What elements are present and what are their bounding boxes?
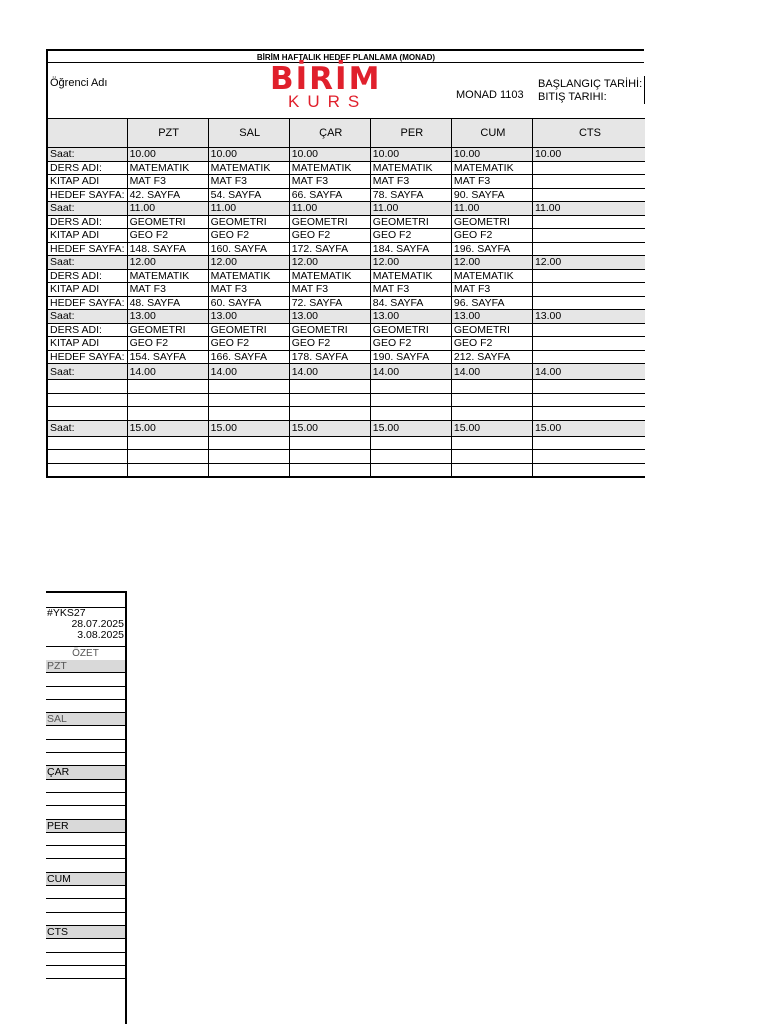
table-row — [47, 296, 645, 310]
schedule-cell[interactable]: 12.00 — [532, 256, 645, 270]
schedule-cell[interactable] — [370, 450, 451, 464]
schedule-cell[interactable]: 15.00 — [127, 420, 208, 436]
schedule-cell[interactable]: GEOMETRI — [370, 215, 451, 229]
summary-row[interactable] — [46, 899, 125, 912]
summary-panel — [46, 591, 127, 1024]
schedule-cell[interactable] — [208, 407, 289, 421]
row-label — [47, 436, 127, 450]
birim-logo: BİRİM — [270, 61, 382, 97]
schedule-cell[interactable]: 15.00 — [451, 420, 532, 436]
row-label: HEDEF SAYFA: — [47, 296, 127, 310]
schedule-cell[interactable]: MATEMATIK — [451, 269, 532, 283]
schedule-cell[interactable] — [208, 436, 289, 450]
schedule-cell[interactable] — [532, 296, 645, 310]
schedule-cell[interactable]: GEOMETRI — [451, 323, 532, 337]
summary-end-date: 3.08.2025 — [77, 629, 124, 641]
schedule-cell[interactable]: 15.00 — [289, 420, 370, 436]
kurs-logo: KURS — [288, 92, 368, 111]
row-label: Saat: — [47, 202, 127, 216]
table-row — [47, 175, 645, 189]
summary-row[interactable] — [46, 687, 125, 700]
summary-row[interactable] — [46, 966, 125, 979]
row-label — [47, 463, 127, 477]
row-label: Saat: — [47, 148, 127, 162]
schedule-cell[interactable]: 11.00 — [208, 202, 289, 216]
schedule-cell[interactable]: MATEMATIK — [208, 161, 289, 175]
row-label: HEDEF SAYFA: — [47, 350, 127, 364]
schedule-cell[interactable] — [532, 393, 645, 407]
schedule-cell[interactable]: MAT F3 — [127, 175, 208, 189]
schedule-cell[interactable]: MAT F3 — [289, 283, 370, 297]
schedule-cell[interactable]: 11.00 — [532, 202, 645, 216]
end-date-label: BITIŞ TARIHI: — [538, 91, 607, 103]
schedule-cell[interactable]: GEOMETRI — [289, 323, 370, 337]
schedule-cell[interactable] — [532, 450, 645, 464]
table-row — [47, 229, 645, 243]
schedule-cell[interactable] — [370, 436, 451, 450]
table-row — [47, 380, 645, 394]
start-date-label: BAŞLANGIÇ TARİHİ: — [538, 78, 643, 90]
row-label — [47, 450, 127, 464]
schedule-cell[interactable] — [451, 407, 532, 421]
schedule-cell[interactable] — [451, 393, 532, 407]
schedule-cell[interactable]: 13.00 — [289, 310, 370, 324]
schedule-cell[interactable] — [532, 215, 645, 229]
summary-day-row: PER — [46, 820, 125, 833]
schedule-cell[interactable]: 72. SAYFA — [289, 296, 370, 310]
schedule-cell[interactable] — [532, 242, 645, 256]
summary-heading: ÖZET — [46, 646, 125, 660]
schedule-cell[interactable]: 14.00 — [370, 364, 451, 380]
summary-day-row: PZT — [46, 660, 125, 673]
summary-row[interactable] — [46, 740, 125, 753]
schedule-cell[interactable] — [532, 337, 645, 351]
schedule-cell[interactable]: GEO F2 — [370, 229, 451, 243]
schedule-cell[interactable]: 14.00 — [127, 364, 208, 380]
schedule-cell[interactable] — [451, 450, 532, 464]
summary-row[interactable] — [46, 939, 125, 952]
day-header-cum: CUM — [451, 119, 532, 148]
schedule-cell[interactable] — [532, 463, 645, 477]
schedule-cell[interactable]: 10.00 — [451, 148, 532, 162]
row-label: DERS ADI: — [47, 161, 127, 175]
day-header-row — [47, 119, 645, 148]
schedule-cell[interactable] — [289, 393, 370, 407]
summary-row[interactable] — [46, 780, 125, 793]
schedule-cell[interactable] — [532, 161, 645, 175]
schedule-cell[interactable]: 166. SAYFA — [208, 350, 289, 364]
schedule-cell[interactable] — [127, 436, 208, 450]
schedule-cell[interactable]: 10.00 — [127, 148, 208, 162]
schedule-cell[interactable]: GEO F2 — [289, 229, 370, 243]
day-header-per: PER — [370, 119, 451, 148]
table-row — [47, 215, 645, 229]
schedule-cell[interactable] — [370, 393, 451, 407]
schedule-cell[interactable]: MAT F3 — [370, 283, 451, 297]
summary-row[interactable] — [46, 673, 125, 686]
row-label: Saat: — [47, 310, 127, 324]
table-row — [47, 463, 645, 477]
schedule-cell[interactable]: 48. SAYFA — [127, 296, 208, 310]
table-row — [47, 350, 645, 364]
header-divider — [644, 76, 645, 104]
schedule-cell[interactable]: 12.00 — [289, 256, 370, 270]
table-row — [47, 337, 645, 351]
day-header-sal: SAL — [208, 119, 289, 148]
time-row — [47, 310, 645, 324]
schedule-cell[interactable]: 78. SAYFA — [370, 188, 451, 202]
summary-row[interactable] — [46, 806, 125, 819]
summary-row[interactable] — [46, 846, 125, 859]
schedule-cell[interactable] — [370, 407, 451, 421]
schedule-cell[interactable]: MAT F3 — [451, 175, 532, 189]
schedule-cell[interactable]: MATEMATIK — [370, 161, 451, 175]
row-label: KITAP ADI — [47, 337, 127, 351]
table-row — [47, 323, 645, 337]
time-row — [47, 202, 645, 216]
schedule-cell[interactable]: 10.00 — [532, 148, 645, 162]
schedule-cell[interactable] — [532, 436, 645, 450]
schedule-cell[interactable] — [289, 407, 370, 421]
schedule-cell[interactable]: 14.00 — [208, 364, 289, 380]
schedule-cell[interactable]: GEO F2 — [451, 337, 532, 351]
day-header-car: ÇAR — [289, 119, 370, 148]
schedule-cell[interactable] — [532, 269, 645, 283]
schedule-cell[interactable]: MAT F3 — [370, 175, 451, 189]
schedule-cell[interactable]: 42. SAYFA — [127, 188, 208, 202]
schedule-cell[interactable]: 178. SAYFA — [289, 350, 370, 364]
summary-top — [46, 591, 125, 608]
schedule-cell[interactable]: MATEMATIK — [289, 161, 370, 175]
schedule-cell[interactable]: 154. SAYFA — [127, 350, 208, 364]
schedule-cell[interactable] — [532, 188, 645, 202]
schedule-cell[interactable]: 15.00 — [532, 420, 645, 436]
summary-day-row: ÇAR — [46, 766, 125, 779]
schedule-cell[interactable]: GEOMETRI — [370, 323, 451, 337]
monad-label: MONAD 1103 — [456, 89, 524, 101]
schedule-cell[interactable]: 12.00 — [208, 256, 289, 270]
schedule-cell[interactable]: 54. SAYFA — [208, 188, 289, 202]
schedule-cell[interactable]: 11.00 — [127, 202, 208, 216]
schedule-cell[interactable]: MATEMATIK — [127, 269, 208, 283]
schedule-cell[interactable]: 12.00 — [451, 256, 532, 270]
schedule-cell[interactable]: GEO F2 — [208, 229, 289, 243]
time-row — [47, 364, 645, 380]
summary-row[interactable] — [46, 833, 125, 846]
schedule-cell[interactable] — [532, 380, 645, 394]
schedule-cell[interactable]: 212. SAYFA — [451, 350, 532, 364]
schedule-cell[interactable]: 60. SAYFA — [208, 296, 289, 310]
schedule-cell[interactable] — [451, 380, 532, 394]
schedule-cell[interactable] — [289, 380, 370, 394]
row-label: Saat: — [47, 364, 127, 380]
table-row — [47, 242, 645, 256]
schedule-cell[interactable]: MAT F3 — [208, 175, 289, 189]
schedule-cell[interactable]: GEO F2 — [127, 337, 208, 351]
schedule-cell[interactable] — [451, 463, 532, 477]
schedule-cell[interactable]: 13.00 — [208, 310, 289, 324]
schedule-cell[interactable]: 15.00 — [370, 420, 451, 436]
schedule-cell[interactable]: 14.00 — [532, 364, 645, 380]
schedule-cell[interactable] — [208, 463, 289, 477]
row-label: HEDEF SAYFA: — [47, 188, 127, 202]
schedule-cell[interactable] — [208, 393, 289, 407]
schedule-cell[interactable]: MAT F3 — [451, 283, 532, 297]
row-label: KITAP ADI — [47, 175, 127, 189]
student-name-label: Öğrenci Adı — [50, 77, 108, 89]
time-row — [47, 256, 645, 270]
schedule-cell[interactable]: 13.00 — [370, 310, 451, 324]
summary-row[interactable] — [46, 726, 125, 739]
summary-day-row: SAL — [46, 713, 125, 726]
table-row — [47, 269, 645, 283]
schedule-cell[interactable] — [127, 463, 208, 477]
day-header-cts: CTS — [532, 119, 645, 148]
summary-start-date: 28.07.2025 — [71, 618, 124, 630]
sheet-title: BİRİM HAFTALIK HEDEF PLANLAMA (MONAD) — [46, 49, 644, 63]
row-label: KITAP ADI — [47, 283, 127, 297]
schedule-cell[interactable]: 11.00 — [370, 202, 451, 216]
schedule-cell[interactable]: 148. SAYFA — [127, 242, 208, 256]
schedule-cell[interactable]: 15.00 — [208, 420, 289, 436]
schedule-cell[interactable] — [289, 463, 370, 477]
schedule-cell[interactable]: 196. SAYFA — [451, 242, 532, 256]
row-label — [47, 407, 127, 421]
summary-row[interactable] — [46, 886, 125, 899]
schedule-cell[interactable]: GEOMETRI — [208, 215, 289, 229]
schedule-cell[interactable] — [532, 350, 645, 364]
schedule-table — [46, 118, 645, 478]
schedule-cell[interactable] — [208, 380, 289, 394]
schedule-cell[interactable] — [127, 450, 208, 464]
schedule-cell[interactable] — [451, 436, 532, 450]
row-label — [47, 380, 127, 394]
summary-row[interactable] — [46, 753, 125, 766]
schedule-cell[interactable]: 11.00 — [451, 202, 532, 216]
schedule-cell[interactable]: GEO F2 — [451, 229, 532, 243]
schedule-cell[interactable]: 13.00 — [451, 310, 532, 324]
summary-row[interactable] — [46, 953, 125, 966]
row-label — [47, 393, 127, 407]
schedule-cell[interactable] — [289, 436, 370, 450]
table-row — [47, 283, 645, 297]
schedule-cell[interactable] — [532, 407, 645, 421]
schedule-cell[interactable]: 96. SAYFA — [451, 296, 532, 310]
schedule-cell[interactable]: 90. SAYFA — [451, 188, 532, 202]
schedule-cell[interactable]: GEOMETRI — [127, 323, 208, 337]
schedule-cell[interactable] — [127, 407, 208, 421]
schedule-cell[interactable]: 12.00 — [127, 256, 208, 270]
schedule-cell[interactable] — [370, 380, 451, 394]
day-header-pzt: PZT — [127, 119, 208, 148]
schedule-cell[interactable]: 172. SAYFA — [289, 242, 370, 256]
summary-row[interactable] — [46, 859, 125, 872]
schedule-cell[interactable]: 10.00 — [208, 148, 289, 162]
schedule-cell[interactable]: MATEMATIK — [127, 161, 208, 175]
row-label: KITAP ADI — [47, 229, 127, 243]
schedule-cell[interactable]: GEOMETRI — [289, 215, 370, 229]
table-row — [47, 188, 645, 202]
schedule-cell[interactable]: GEOMETRI — [127, 215, 208, 229]
schedule-cell[interactable]: MAT F3 — [289, 175, 370, 189]
schedule-cell[interactable]: 66. SAYFA — [289, 188, 370, 202]
schedule-cell[interactable] — [532, 283, 645, 297]
sheet-header — [46, 63, 644, 119]
schedule-cell[interactable] — [532, 175, 645, 189]
schedule-cell[interactable]: 10.00 — [370, 148, 451, 162]
summary-day-row: CTS — [46, 926, 125, 939]
row-label: HEDEF SAYFA: — [47, 242, 127, 256]
corner-cell — [47, 119, 127, 148]
schedule-cell[interactable]: 13.00 — [127, 310, 208, 324]
time-row — [47, 420, 645, 436]
schedule-cell[interactable]: MATEMATIK — [451, 161, 532, 175]
summary-row[interactable] — [46, 700, 125, 713]
schedule-cell[interactable]: 160. SAYFA — [208, 242, 289, 256]
table-row — [47, 436, 645, 450]
schedule-cell[interactable] — [127, 380, 208, 394]
schedule-cell[interactable]: 12.00 — [370, 256, 451, 270]
schedule-cell[interactable] — [370, 463, 451, 477]
schedule-cell[interactable]: MATEMATIK — [208, 269, 289, 283]
schedule-cell[interactable]: MAT F3 — [208, 283, 289, 297]
row-label: DERS ADI: — [47, 215, 127, 229]
schedule-cell[interactable]: GEOMETRI — [208, 323, 289, 337]
schedule-cell[interactable]: 190. SAYFA — [370, 350, 451, 364]
schedule-cell[interactable] — [208, 450, 289, 464]
table-row — [47, 407, 645, 421]
schedule-cell[interactable]: MAT F3 — [127, 283, 208, 297]
schedule-cell[interactable]: GEO F2 — [370, 337, 451, 351]
row-label: Saat: — [47, 256, 127, 270]
schedule-cell[interactable] — [127, 393, 208, 407]
schedule-cell[interactable]: MATEMATIK — [370, 269, 451, 283]
schedule-cell[interactable]: 13.00 — [532, 310, 645, 324]
table-row — [47, 393, 645, 407]
schedule-cell[interactable] — [289, 450, 370, 464]
table-row — [47, 161, 645, 175]
summary-tag: #YKS27 — [47, 607, 86, 619]
summary-day-row: CUM — [46, 873, 125, 886]
schedule-cell[interactable]: 11.00 — [289, 202, 370, 216]
table-row — [47, 450, 645, 464]
schedule-cell[interactable]: GEOMETRI — [451, 215, 532, 229]
row-label: DERS ADI: — [47, 269, 127, 283]
time-row — [47, 148, 645, 162]
schedule-cell[interactable] — [532, 323, 645, 337]
schedule-cell[interactable]: GEO F2 — [127, 229, 208, 243]
schedule-cell[interactable]: 184. SAYFA — [370, 242, 451, 256]
schedule-cell[interactable]: MATEMATIK — [289, 269, 370, 283]
schedule-cell[interactable]: 14.00 — [451, 364, 532, 380]
row-label: DERS ADI: — [47, 323, 127, 337]
schedule-cell[interactable] — [532, 229, 645, 243]
schedule-cell[interactable]: 84. SAYFA — [370, 296, 451, 310]
schedule-cell[interactable]: 10.00 — [289, 148, 370, 162]
schedule-cell[interactable]: GEO F2 — [208, 337, 289, 351]
summary-row[interactable] — [46, 793, 125, 806]
row-label: Saat: — [47, 420, 127, 436]
schedule-cell[interactable]: GEO F2 — [289, 337, 370, 351]
schedule-cell[interactable]: 14.00 — [289, 364, 370, 380]
summary-row[interactable] — [46, 913, 125, 926]
